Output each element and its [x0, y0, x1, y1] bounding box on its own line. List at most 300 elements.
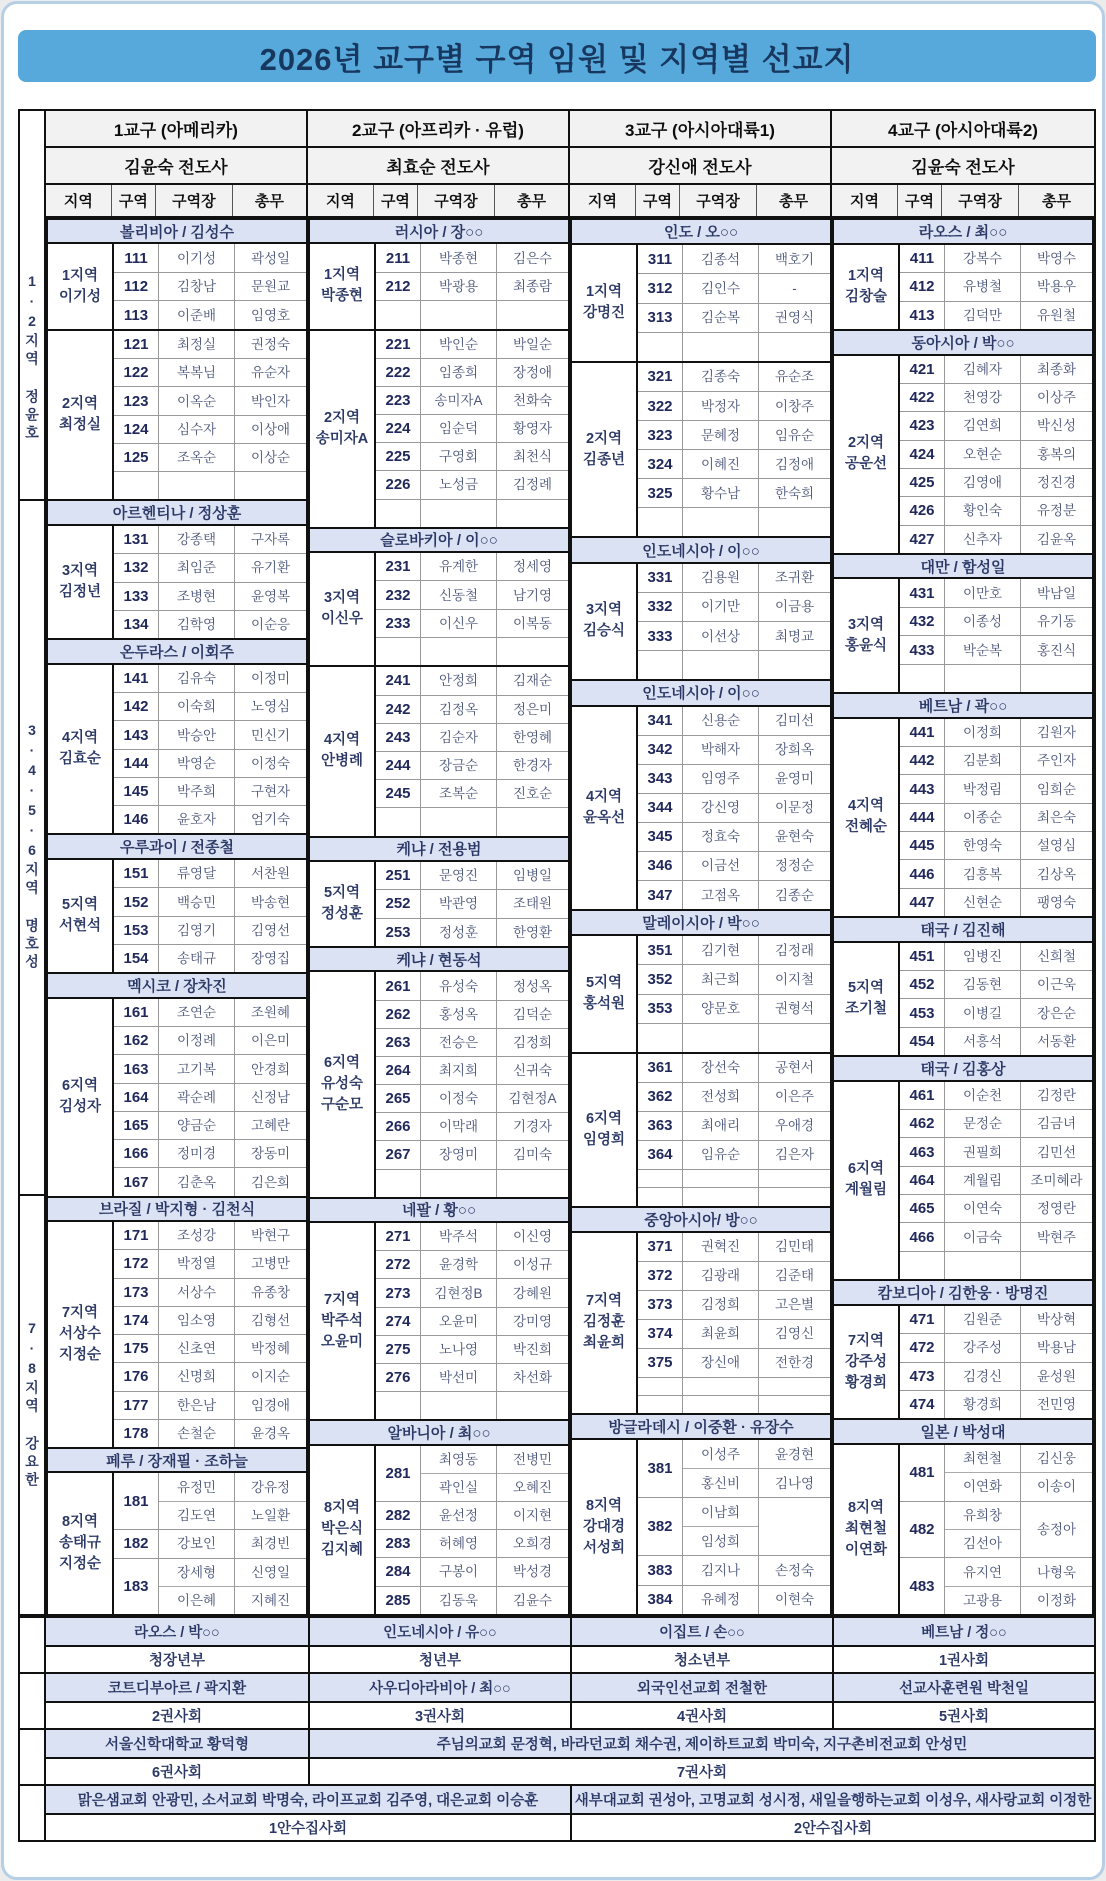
parish-column-3 [570, 218, 832, 1616]
leader-name-text: 권혁진 [700, 1239, 741, 1255]
leader-name [682, 707, 758, 735]
district-number: 462 [909, 1115, 935, 1133]
district-row [900, 719, 1092, 746]
leader-name [158, 444, 234, 471]
district-row [900, 1027, 1092, 1055]
region-cell [572, 1233, 638, 1414]
district-row [114, 1249, 306, 1277]
secretary-name [758, 736, 830, 764]
leader-name-text: 김영기 [176, 922, 217, 938]
leader-name [682, 1586, 758, 1614]
secretary-name [496, 890, 568, 917]
district-number: 154 [123, 950, 149, 968]
secretary-name-text: 고은별 [774, 1297, 815, 1313]
district-rows [638, 1054, 830, 1206]
leader-name [420, 301, 496, 328]
leader-name-text: 최임준 [176, 560, 217, 576]
leader-name [944, 1028, 1020, 1055]
district-rows [114, 665, 306, 834]
leader-name [158, 665, 234, 692]
leader-name-text: 서상수 [176, 1284, 217, 1300]
leader-name-text: 유병철 [962, 279, 1003, 295]
district-number: 222 [385, 363, 411, 381]
secretary-name-text: 한영환 [512, 924, 553, 940]
district-number: 363 [647, 1117, 673, 1135]
leader-name [420, 1223, 496, 1250]
district-row [114, 1026, 306, 1054]
leader-name-text: 서흥석 [962, 1034, 1003, 1050]
col-label-1: 구역 [374, 185, 418, 216]
col-label-2: 구역장 [942, 185, 1019, 216]
district-row [638, 936, 830, 964]
leader-name-text: 강종택 [176, 532, 217, 548]
leader-name [158, 472, 234, 499]
secretary-name-text: 주인자 [1036, 753, 1077, 769]
leader-name-text: 홍성옥 [438, 1006, 479, 1022]
leader-name-text: 신용순 [700, 713, 741, 729]
district-number: 261 [385, 977, 411, 995]
leader-name [944, 1334, 1020, 1361]
secretary-name [758, 1498, 830, 1555]
secretary-name [496, 1446, 568, 1501]
district-rows [376, 331, 568, 527]
leader-name [420, 696, 496, 723]
secretary-name-text: 서동환 [1036, 1034, 1077, 1050]
secretary-name-text: 한영혜 [512, 729, 553, 745]
leader-name [944, 1502, 1020, 1558]
district-number: 344 [647, 799, 673, 817]
leader-name-text: 전성희 [700, 1089, 741, 1105]
district-number: 466 [909, 1228, 935, 1246]
region-label-line: 서상수 [58, 1326, 102, 1343]
leader-name [420, 919, 496, 946]
secretary-name [1020, 1223, 1092, 1250]
district-row [114, 272, 306, 300]
district-row [900, 831, 1092, 859]
secretary-name [496, 244, 568, 271]
leader-name [158, 721, 234, 748]
secretary-name-text: 이신영 [512, 1229, 553, 1245]
leader-name [158, 359, 234, 386]
leader-name-text: 권필희 [962, 1144, 1003, 1160]
footer-row [46, 1730, 1094, 1757]
district-row [376, 779, 568, 807]
mission-header: 러시아 / 장○○ [308, 218, 570, 244]
district-number: 374 [647, 1325, 673, 1343]
empty-row [376, 499, 568, 527]
district-number: 426 [909, 502, 935, 520]
secretary-name [496, 500, 568, 527]
secretary-name-text: 이순응 [250, 617, 291, 633]
empty-row [376, 1391, 568, 1419]
secretary-name [758, 363, 830, 391]
district-number: 351 [647, 941, 673, 959]
secretary-name-line: 지혜진 [235, 1586, 306, 1614]
district-row [638, 1348, 830, 1377]
secretary-name-text: 유원철 [1036, 307, 1077, 323]
leader-name [682, 363, 758, 391]
leader-name-text: 이선상 [700, 628, 741, 644]
region-label-line: 8지역 [323, 1500, 361, 1517]
secretary-name [758, 304, 830, 332]
district-row [376, 553, 568, 580]
footer-mission-cell: 새부대교회 권성아, 고명교회 성시정, 새일을행하는교회 이성우, 새사랑교회 이정한 [570, 1786, 1094, 1813]
district-row [900, 245, 1092, 273]
secretary-name [234, 721, 306, 748]
secretary-name [758, 593, 830, 621]
leader-name [420, 808, 496, 835]
region-group [832, 1080, 1094, 1281]
region-group [570, 1052, 832, 1208]
district-row [900, 1390, 1092, 1418]
secretary-name-text: 남기영 [512, 587, 553, 603]
district-number: 332 [647, 598, 673, 616]
leader-name [944, 943, 1020, 970]
district-number: 221 [385, 335, 411, 353]
region-cell [310, 331, 376, 527]
leader-name [682, 333, 758, 361]
region-group [832, 1443, 1094, 1616]
district-rows [638, 707, 830, 910]
leader-name [682, 1440, 758, 1497]
secretary-name [496, 1364, 568, 1391]
leader-name-text: 강보인 [176, 1536, 217, 1552]
leader-name [682, 1396, 758, 1413]
secretary-name-text: 최천식 [512, 449, 553, 465]
district-number: 123 [123, 392, 149, 410]
district-number: 411 [909, 249, 935, 267]
secretary-name [234, 444, 306, 471]
region-label-line: 2지역 [847, 435, 885, 452]
district-number: 433 [909, 641, 935, 659]
leader-name [158, 1250, 234, 1277]
secretary-name-text: 박용남 [1036, 1340, 1077, 1356]
district-number: 133 [123, 587, 149, 605]
col-label-2: 구역장 [418, 185, 495, 216]
region-group [832, 577, 1094, 694]
secretary-name-text: 김영신 [774, 1326, 815, 1342]
district-number [638, 333, 682, 361]
secretary-name [758, 245, 830, 273]
district-row [638, 1585, 830, 1614]
leader-name-text: 박순복 [962, 642, 1003, 658]
district-row [376, 667, 568, 694]
parish-name: 1교구 (아메리카) [46, 111, 306, 148]
leader-name-text: 황경희 [962, 1397, 1003, 1413]
district-number: 427 [909, 530, 935, 548]
leader-name-line: 임성희 [683, 1526, 758, 1555]
secretary-name [758, 421, 830, 449]
leader-name [158, 273, 234, 300]
district-number: 421 [909, 360, 935, 378]
region-label-line: 8지역 [585, 1497, 623, 1514]
secretary-name-text: 김원자 [1036, 724, 1077, 740]
leader-name-line: 김선아 [945, 1529, 1020, 1557]
leader-name-text: 전승은 [438, 1034, 479, 1050]
leader-name-text: 안정희 [438, 673, 479, 689]
secretary-name [234, 1168, 306, 1195]
leader-name [420, 359, 496, 386]
leader-name [944, 273, 1020, 301]
secretary-name-text: 팽영숙 [1036, 894, 1077, 910]
leader-name [158, 693, 234, 720]
district-number: 173 [123, 1283, 149, 1301]
leader-name [944, 1306, 1020, 1333]
district-number: 412 [909, 278, 935, 296]
secretary-name-text: 박인자 [250, 393, 291, 409]
leader-name-text: 이정희 [962, 724, 1003, 740]
secretary-name [1020, 1167, 1092, 1194]
page-frame [1, 1, 1105, 1880]
district-row [638, 880, 830, 909]
empty-row [638, 650, 830, 679]
footer-block-main [46, 1618, 1094, 1672]
leader-name [158, 526, 234, 553]
secretary-name-text: 김종순 [774, 887, 815, 903]
secretary-name-text: 장은순 [1036, 1005, 1077, 1021]
district-row [114, 331, 306, 358]
secretary-name-text: 윤영복 [250, 588, 291, 604]
region-label-line: 강주성 [844, 1353, 888, 1370]
district-rows [376, 553, 568, 665]
district-number: 463 [909, 1143, 935, 1161]
leader-name-text: 임순덕 [438, 421, 479, 437]
district-rows [638, 363, 830, 537]
district-number: 262 [385, 1005, 411, 1023]
leader-name [158, 1055, 234, 1082]
district-number: 451 [909, 947, 935, 965]
district-row [638, 564, 830, 592]
district-row [376, 889, 568, 917]
leader-name [158, 945, 234, 972]
secretary-name [234, 945, 306, 972]
district-row [376, 1529, 568, 1557]
region-label-line: 오윤미 [320, 1333, 364, 1350]
leader-name-text: 양문호 [700, 1001, 741, 1017]
leader-name-text: 신추자 [962, 531, 1003, 547]
secretary-name [496, 1057, 568, 1084]
region-cell [310, 862, 376, 946]
secretary-name-text: 김재순 [512, 673, 553, 689]
secretary-name [1020, 804, 1092, 831]
leader-name [158, 554, 234, 581]
secretary-name [496, 724, 568, 751]
leader-name [944, 889, 1020, 916]
secretary-name-text: 문원교 [250, 279, 291, 295]
district-rows [114, 860, 306, 972]
district-row [376, 1000, 568, 1028]
district-row [900, 1501, 1092, 1558]
secretary-name [758, 1188, 830, 1205]
secretary-name-text: 윤영미 [774, 771, 815, 787]
secretary-name [496, 610, 568, 637]
district-row [376, 751, 568, 779]
leader-name [158, 1222, 234, 1249]
leader-name [158, 1420, 234, 1447]
leader-name [420, 638, 496, 665]
region-label-line: 1지역 [847, 267, 885, 284]
district-row [114, 692, 306, 720]
district-number: 142 [123, 698, 149, 716]
district-row [376, 1140, 568, 1168]
secretary-name-text: 민신기 [250, 727, 291, 743]
district-number: 442 [909, 752, 935, 770]
secretary-name-text: 고혜란 [250, 1118, 291, 1133]
district-number [376, 1392, 420, 1419]
district-number: 343 [647, 770, 673, 788]
secretary-name-text: 이상주 [1036, 390, 1077, 406]
secretary-name [758, 508, 830, 536]
leader-name [944, 636, 1020, 663]
secretary-name [758, 1112, 830, 1140]
leader-name [420, 273, 496, 300]
district-number: 245 [385, 785, 411, 803]
district-number: 422 [909, 389, 935, 407]
secretary-name-text: 이지철 [774, 971, 815, 987]
district-row [376, 414, 568, 442]
secretary-name [758, 333, 830, 361]
footer-org-cell: 청년부 [308, 1647, 570, 1672]
district-row [376, 1223, 568, 1250]
mission-header: 페루 / 장재필 · 조하늘 [46, 1447, 308, 1473]
leader-name-text: 김분희 [962, 753, 1003, 769]
region-label-line: 강대경 [582, 1518, 626, 1535]
secretary-name-text: 구자록 [250, 532, 291, 548]
secretary-name [1020, 497, 1092, 524]
district-number: 275 [385, 1340, 411, 1358]
secretary-name-text: 이복동 [512, 615, 553, 631]
leader-name [944, 302, 1020, 330]
leader-name [158, 1335, 234, 1362]
district-row [376, 1112, 568, 1140]
leader-name [944, 608, 1020, 635]
district-row [114, 386, 306, 414]
secretary-name-text: 윤경옥 [250, 1425, 291, 1441]
leader-name [158, 888, 234, 915]
district-number: 121 [123, 335, 149, 353]
leader-name-text: 김정희 [700, 1297, 741, 1313]
footer-org-cell: 6권사회 [151, 1765, 203, 1781]
leader-name-text: 조옥순 [176, 450, 217, 466]
secretary-name [496, 331, 568, 358]
district-row [376, 1501, 568, 1529]
mission-header: 케냐 / 현동석 [308, 946, 570, 972]
secretary-name-text: 강혜원 [512, 1285, 553, 1301]
region-label-line: 4지역 [61, 730, 99, 747]
district-row [638, 822, 830, 851]
secretary-name [1020, 469, 1092, 496]
district-number: 443 [909, 780, 935, 798]
region-cell [572, 936, 638, 1052]
secretary-name-text: 임병일 [512, 868, 553, 884]
district-number: 162 [123, 1032, 149, 1050]
leader-name [158, 331, 234, 358]
district-number [638, 508, 682, 536]
leader-name-text: 윤경학 [438, 1257, 479, 1273]
region-label-line: 정성훈 [320, 905, 364, 922]
region-label-line: 공운선 [844, 456, 888, 473]
district-row [376, 470, 568, 498]
secretary-name-text: 박상혁 [1036, 1311, 1077, 1327]
leader-name [944, 1110, 1020, 1137]
parish-name: 2교구 (아프리카 · 유럽) [308, 111, 568, 148]
region-group [832, 941, 1094, 1058]
secretary-name [1020, 441, 1092, 468]
region-label-line: 최윤희 [582, 1335, 626, 1352]
leader-name-text: 천영강 [962, 390, 1003, 406]
secretary-name [234, 1140, 306, 1167]
footer-org-cell: 5권사회 [832, 1703, 1094, 1728]
leader-name [158, 1307, 234, 1334]
secretary-name [758, 707, 830, 735]
leader-name-text: 김현정B [434, 1285, 483, 1301]
district-number: 441 [909, 723, 935, 741]
district-row [376, 1363, 568, 1391]
leader-name [944, 412, 1020, 439]
region-label-line: 3지역 [585, 602, 623, 619]
district-number: 264 [385, 1061, 411, 1079]
col-label-1: 구역 [898, 185, 942, 216]
footer-org-cell: 청소년부 [570, 1647, 832, 1672]
region-label-line: 6지역 [61, 1078, 99, 1095]
district-row [114, 526, 306, 553]
district-row [114, 1529, 306, 1558]
leader-name-text: 김용원 [700, 570, 741, 586]
region-group [832, 243, 1094, 332]
district-number: 445 [909, 837, 935, 855]
secretary-name-text: 정은미 [512, 701, 553, 717]
region-cell [48, 1222, 114, 1447]
leader-name-text: 김지나 [700, 1562, 741, 1578]
leader-name [158, 1559, 234, 1614]
region-group [46, 858, 308, 974]
col-label-2: 구역장 [156, 185, 233, 216]
leader-name-text: 김학영 [176, 617, 217, 633]
col-label-1: 구역 [112, 185, 156, 216]
leader-name-text: 김인수 [700, 280, 741, 296]
secretary-name [234, 917, 306, 944]
footer-mission-cell: 이집트 / 손○○ [570, 1618, 832, 1645]
mission-header: 일본 / 박성대 [832, 1418, 1094, 1445]
district-number: 166 [123, 1145, 149, 1163]
leader-name [944, 719, 1020, 746]
leader-name-text: 이숙희 [176, 699, 217, 715]
leader-name-line: 홍신비 [683, 1468, 758, 1497]
leader-name [682, 881, 758, 909]
secretary-name-text: 송정아 [1036, 1521, 1077, 1537]
leader-name [682, 1262, 758, 1290]
secretary-name-text: 유순조 [774, 369, 815, 385]
region-cell [310, 1223, 376, 1419]
district-rows [638, 1440, 830, 1614]
district-number: 464 [909, 1171, 935, 1189]
district-row [114, 1222, 306, 1249]
district-number: 482 [909, 1520, 935, 1538]
district-row [114, 860, 306, 887]
district-row [638, 1082, 830, 1111]
secretary-name [496, 638, 568, 665]
district-number [376, 301, 420, 328]
leader-name-line: 이은혜 [159, 1586, 234, 1614]
district-rows [376, 667, 568, 835]
leader-name [682, 274, 758, 302]
district-number: 242 [385, 700, 411, 718]
leader-name [420, 1446, 496, 1501]
district-rows [900, 1082, 1092, 1279]
empty-row [638, 1187, 830, 1205]
district-row [376, 1084, 568, 1112]
district-number: 176 [123, 1368, 149, 1386]
